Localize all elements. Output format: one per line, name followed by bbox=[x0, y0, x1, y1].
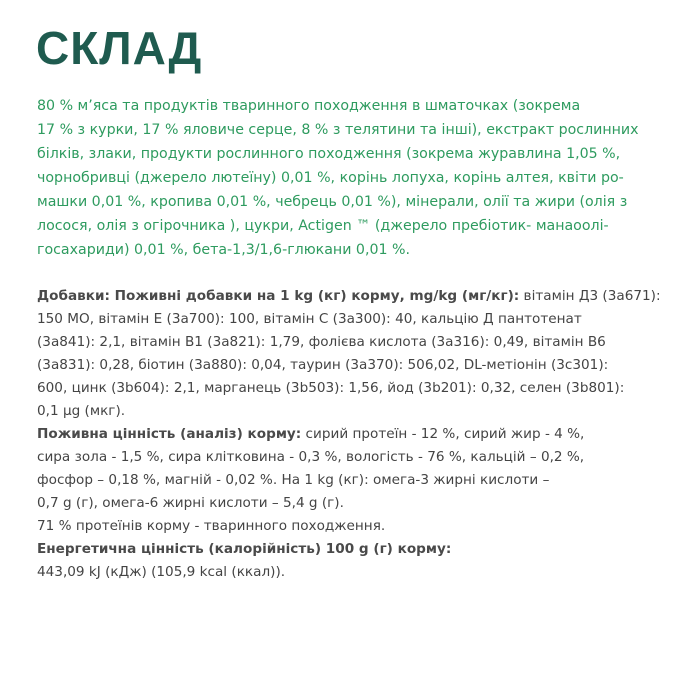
nutrition-text: сирий протеїн - 12 %, сирий жир - 4 %, bbox=[301, 426, 585, 442]
nutrition-line: фосфор – 0,18 %, магній - 0,02 %. На 1 kg (кг): омега-3 жирні кислоти – bbox=[37, 472, 550, 488]
nutrition-line: 0,7 g (г), омега-6 жирні кислоти – 5,4 g (г). bbox=[37, 495, 344, 511]
additives-line: 600, цинк (3b604): 2,1, марганець (3b503): 1,56, йод (3b201): 0,32, селен (3b801): bbox=[37, 380, 625, 396]
additives-text: вітамін Д3 (3а671): bbox=[519, 288, 661, 304]
page-title: СКЛАД bbox=[36, 22, 203, 74]
additives-line: 0,1 μg (мкг). bbox=[37, 403, 126, 419]
composition-line: білків, злаки, продукти рослинного походження (зокрема журавлина 1,05 %, bbox=[37, 146, 621, 162]
additives-label: Добавки: Поживні добавки на 1 kg (кг) корму, mg/kg (мг/кг): bbox=[37, 288, 520, 304]
composition-line: 80 % м’яса та продуктів тваринного походження в шматочках (зокрема bbox=[37, 98, 581, 114]
composition-line: чорнобривці (джерело лютеїну) 0,01 %, корінь лопуха, корінь алтея, квіти ро- bbox=[37, 170, 624, 186]
energy-heading-line bbox=[37, 538, 677, 561]
additives-heading-line bbox=[37, 285, 677, 308]
energy-label: Енергетична цінність (калорійність) 100 g (г) корму: bbox=[37, 541, 452, 557]
composition-line: лосося, олія з огірочника ), цукри, Actigen ™ (джерело пребіотик- манаоолі- bbox=[37, 218, 609, 234]
additives-line: (3а831): 0,28, біотин (3а880): 0,04, таурин (3а370): 506,02, DL-метіонін (3с301): bbox=[37, 357, 609, 373]
composition-line: машки 0,01 %, кропива 0,01 %, чебрець 0,01 %), мінерали, олії та жири (олія з bbox=[37, 194, 628, 210]
energy-value: 443,09 kJ (кДж) (105,9 kcal (ккал)). bbox=[37, 564, 286, 580]
composition-line: госахариди) 0,01 %, бета-1,3/1,6-глюкани 0,01 %. bbox=[37, 242, 411, 258]
additives-line: 150 МО, вітамін Е (3а700): 100, вітамін С (3а300): 40, кальцію Д пантотенат bbox=[37, 311, 582, 327]
additives-line: (3а841): 2,1, вітамін В1 (3а821): 1,79, фолієва кислота (3а316): 0,49, вітамін В6 bbox=[37, 334, 606, 350]
nutrition-heading-line bbox=[37, 423, 677, 446]
composition-line: 17 % з курки, 17 % яловиче серце, 8 % з телятини та інші), екстракт рослинних bbox=[37, 122, 639, 138]
composition-text bbox=[37, 94, 677, 262]
nutrition-line: сира зола - 1,5 %, сира клітковина - 0,3 %, вологість - 76 %, кальцій – 0,2 %, bbox=[37, 449, 585, 465]
nutrition-details bbox=[37, 285, 677, 584]
nutrition-label: Поживна цінність (аналіз) корму: bbox=[37, 426, 302, 442]
nutrition-line: 71 % протеїнів корму - тваринного походження. bbox=[37, 518, 386, 534]
